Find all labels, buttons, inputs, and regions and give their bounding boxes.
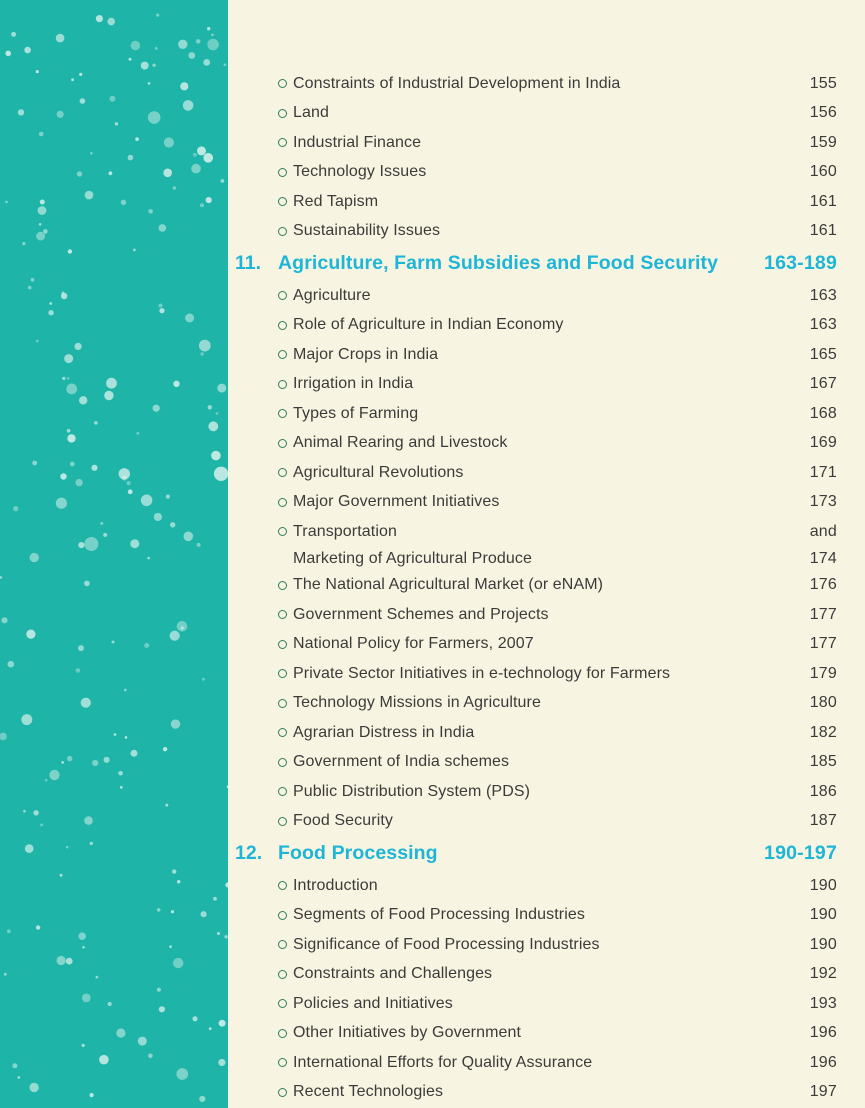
toc-entry bbox=[228, 718, 837, 748]
toc-entry bbox=[228, 187, 837, 217]
entry-label: Major Government Initiatives bbox=[293, 493, 500, 511]
entry-page-number: 197 bbox=[809, 1083, 837, 1101]
entry-page-number: 196 bbox=[809, 1053, 837, 1071]
entry-page-number: 159 bbox=[809, 133, 837, 151]
entry-page-number: 161 bbox=[809, 222, 837, 240]
bullet-icon bbox=[278, 640, 287, 649]
entry-page-number: 185 bbox=[809, 753, 837, 771]
entry-label: Agriculture bbox=[293, 286, 371, 304]
entry-page-number: 193 bbox=[809, 994, 837, 1012]
entry-page-number: 169 bbox=[809, 434, 837, 452]
entry-page-number: 179 bbox=[809, 664, 837, 682]
speckle-pattern bbox=[0, 0, 228, 1108]
bullet-icon bbox=[278, 138, 287, 147]
bullet-icon bbox=[278, 468, 287, 477]
toc-entry bbox=[228, 158, 837, 188]
toc-entry bbox=[228, 1078, 837, 1108]
toc-entry bbox=[228, 1048, 837, 1078]
entry-label: Land bbox=[293, 104, 329, 122]
bullet-icon bbox=[278, 817, 287, 826]
entry-label: Other Initiatives by Government bbox=[293, 1024, 522, 1042]
entry-label: Constraints and Challenges bbox=[293, 965, 493, 983]
bullet-icon bbox=[278, 1029, 287, 1038]
bullet-icon bbox=[278, 881, 287, 890]
bullet-icon bbox=[278, 787, 287, 796]
entry-label: Role of Agriculture in Indian Economy bbox=[293, 316, 564, 334]
entry-page-number: and bbox=[809, 522, 837, 540]
entry-label: National Policy for Farmers, 2007 bbox=[293, 635, 534, 653]
entry-label: Private Sector Initiatives in e-technology for Farmers bbox=[293, 664, 671, 682]
chapter-heading bbox=[228, 246, 837, 281]
entry-label: Animal Rearing and Livestock bbox=[293, 434, 508, 452]
bullet-icon bbox=[278, 699, 287, 708]
entry-page-number: 186 bbox=[809, 782, 837, 800]
entry-page-number: 177 bbox=[809, 635, 837, 653]
toc-entry bbox=[228, 871, 837, 901]
entry-page-number: 156 bbox=[809, 104, 837, 122]
bullet-icon bbox=[278, 527, 287, 536]
entry-page-number: 190 bbox=[809, 935, 837, 953]
bullet-icon bbox=[278, 940, 287, 949]
bullet-icon bbox=[278, 197, 287, 206]
toc-entry bbox=[228, 571, 837, 601]
entry-label: Segments of Food Processing Industries bbox=[293, 906, 585, 924]
entry-label: Recent Technologies bbox=[293, 1083, 444, 1101]
bullet-icon bbox=[278, 79, 287, 88]
entry-page-number: 173 bbox=[809, 493, 837, 511]
toc-entry bbox=[228, 989, 837, 1019]
bullet-icon bbox=[278, 321, 287, 330]
entry-label: Public Distribution System (PDS) bbox=[293, 782, 531, 800]
entry-label: The National Agricultural Market (or eNAM) bbox=[293, 576, 604, 594]
toc-entry bbox=[228, 748, 837, 778]
entry-label: Agricultural Revolutions bbox=[293, 463, 464, 481]
toc-entry bbox=[228, 807, 837, 837]
entry-label: Government of India schemes bbox=[293, 753, 510, 771]
entry-label: Government Schemes and Projects bbox=[293, 605, 549, 623]
toc-entry bbox=[228, 99, 837, 129]
bullet-icon bbox=[278, 1058, 287, 1067]
bullet-icon bbox=[278, 227, 287, 236]
entry-page-number: 163 bbox=[809, 286, 837, 304]
bullet-icon bbox=[278, 1088, 287, 1097]
toc-entry-continuation bbox=[228, 547, 837, 571]
toc-entry bbox=[228, 600, 837, 630]
toc-entry bbox=[228, 340, 837, 370]
toc-entry bbox=[228, 281, 837, 311]
bullet-icon bbox=[278, 498, 287, 507]
chapter-page-range: 163-189 bbox=[764, 252, 837, 274]
bullet-icon bbox=[278, 581, 287, 590]
entry-label: Agrarian Distress in India bbox=[293, 723, 475, 741]
toc-entry bbox=[228, 217, 837, 247]
toc-entry bbox=[228, 930, 837, 960]
entry-label: Types of Farming bbox=[293, 404, 419, 422]
chapter-title: Agriculture, Farm Subsidies and Food Security bbox=[278, 252, 719, 274]
bullet-icon bbox=[278, 291, 287, 300]
entry-label: Marketing of Agricultural Produce bbox=[293, 549, 532, 567]
toc-entry bbox=[228, 429, 837, 459]
entry-page-number: 171 bbox=[809, 463, 837, 481]
bullet-icon bbox=[278, 758, 287, 767]
toc-entry bbox=[228, 311, 837, 341]
entry-label: Significance of Food Processing Industries bbox=[293, 935, 600, 953]
bullet-icon bbox=[278, 669, 287, 678]
entry-page-number: 174 bbox=[809, 549, 837, 567]
toc-entry bbox=[228, 689, 837, 719]
toc-entry bbox=[228, 777, 837, 807]
entry-label: Sustainability Issues bbox=[293, 222, 441, 240]
toc-rows bbox=[228, 69, 837, 1107]
bullet-icon bbox=[278, 911, 287, 920]
entry-label: Industrial Finance bbox=[293, 133, 422, 151]
entry-page-number: 161 bbox=[809, 192, 837, 210]
entry-label: Major Crops in India bbox=[293, 345, 439, 363]
entry-page-number: 180 bbox=[809, 694, 837, 712]
entry-page-number: 177 bbox=[809, 605, 837, 623]
entry-label: Technology Issues bbox=[293, 163, 427, 181]
entry-page-number: 187 bbox=[809, 812, 837, 830]
entry-label: Policies and Initiatives bbox=[293, 994, 453, 1012]
entry-page-number: 165 bbox=[809, 345, 837, 363]
toc-entry bbox=[228, 960, 837, 990]
entry-page-number: 168 bbox=[809, 404, 837, 422]
entry-page-number: 182 bbox=[809, 723, 837, 741]
entry-page-number: 160 bbox=[809, 163, 837, 181]
entry-label: Red Tapism bbox=[293, 192, 379, 210]
toc-entry bbox=[228, 458, 837, 488]
toc-entry bbox=[228, 69, 837, 99]
entry-label: Transportation bbox=[293, 522, 397, 540]
chapter-title: Food Processing bbox=[278, 842, 438, 864]
toc-entry bbox=[228, 659, 837, 689]
toc-entry bbox=[228, 901, 837, 931]
entry-label: Constraints of Industrial Development in India bbox=[293, 74, 621, 92]
bullet-icon bbox=[278, 380, 287, 389]
entry-page-number: 155 bbox=[809, 74, 837, 92]
bullet-icon bbox=[278, 610, 287, 619]
entry-page-number: 176 bbox=[809, 576, 837, 594]
bullet-icon bbox=[278, 409, 287, 418]
entry-page-number: 163 bbox=[809, 316, 837, 334]
bullet-icon bbox=[278, 350, 287, 359]
bullet-icon bbox=[278, 168, 287, 177]
chapter-page-range: 190-197 bbox=[764, 842, 837, 864]
chapter-number: 12. bbox=[235, 842, 263, 864]
toc-entry bbox=[228, 630, 837, 660]
bullet-icon bbox=[278, 970, 287, 979]
entry-page-number: 190 bbox=[809, 876, 837, 894]
toc-entry bbox=[228, 517, 837, 547]
entry-page-number: 190 bbox=[809, 906, 837, 924]
decorative-sidebar bbox=[0, 0, 228, 1108]
entry-page-number: 196 bbox=[809, 1024, 837, 1042]
chapter-number: 11. bbox=[235, 252, 262, 274]
bullet-icon bbox=[278, 439, 287, 448]
entry-label: Food Security bbox=[293, 812, 394, 830]
bullet-icon bbox=[278, 999, 287, 1008]
table-of-contents bbox=[228, 0, 865, 1108]
toc-entry bbox=[228, 1019, 837, 1049]
entry-label: International Efforts for Quality Assurance bbox=[293, 1053, 593, 1071]
toc-entry bbox=[228, 399, 837, 429]
toc-entry bbox=[228, 370, 837, 400]
toc-entry bbox=[228, 488, 837, 518]
entry-label: Technology Missions in Agriculture bbox=[293, 694, 541, 712]
bullet-icon bbox=[278, 109, 287, 118]
entry-label: Irrigation in India bbox=[293, 375, 414, 393]
entry-label: Introduction bbox=[293, 876, 378, 894]
toc-entry bbox=[228, 128, 837, 158]
bullet-icon bbox=[278, 728, 287, 737]
entry-page-number: 192 bbox=[809, 965, 837, 983]
chapter-heading bbox=[228, 836, 837, 871]
entry-page-number: 167 bbox=[809, 375, 837, 393]
